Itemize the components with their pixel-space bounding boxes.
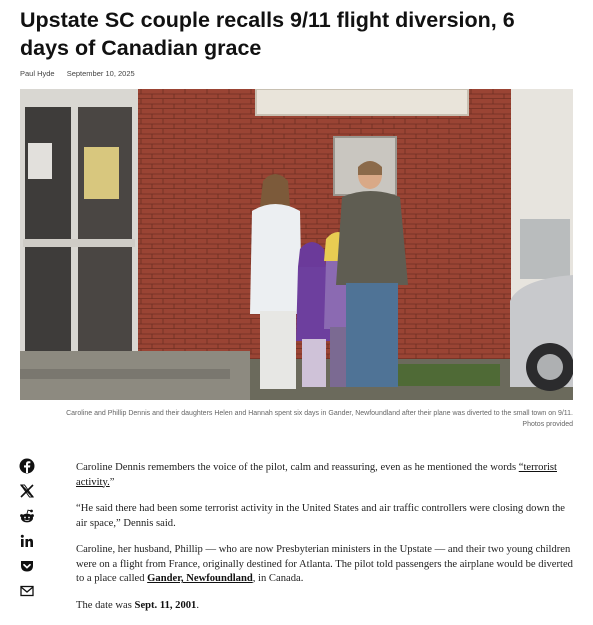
facebook-icon[interactable] bbox=[19, 458, 35, 474]
email-icon[interactable] bbox=[19, 583, 35, 599]
gander-newfoundland-link-text: Gander, Newfoundland bbox=[147, 573, 253, 584]
paragraph-3-end: , in Canada. bbox=[252, 573, 304, 584]
paragraph-4 bbox=[76, 599, 573, 614]
paragraph-4-text: The date was bbox=[76, 599, 135, 611]
date-highlight: Sept. 11, 2001 bbox=[134, 599, 197, 611]
terrorist-activity-link[interactable]: “terrorist activity. bbox=[76, 462, 557, 488]
headline-line-2: days of Canadian grace bbox=[20, 36, 262, 60]
publish-date: September 10, 2025 bbox=[66, 69, 135, 78]
paragraph-1-text: Caroline Dennis remembers the voice of the pilot, calm and reassuring, even as he mentioned the words bbox=[76, 462, 519, 473]
headline-line-1: Upstate SC couple recalls 9/11 flight diversion, 6 bbox=[20, 8, 515, 32]
x-icon[interactable] bbox=[19, 483, 35, 499]
gander-newfoundland-link[interactable] bbox=[147, 573, 253, 584]
article-body bbox=[76, 461, 573, 625]
headline bbox=[20, 6, 580, 62]
photo-credit: Photos provided bbox=[522, 421, 573, 428]
paragraph-1 bbox=[76, 461, 573, 490]
linkedin-icon[interactable] bbox=[19, 533, 35, 549]
paragraph-2: “He said there had been some terrorist activity in the United States and air traffic controllers were closing down the air space,” Dennis said. bbox=[76, 503, 566, 529]
article-photo bbox=[20, 89, 573, 400]
reddit-icon[interactable] bbox=[19, 508, 35, 524]
pocket-icon[interactable] bbox=[19, 558, 35, 574]
photo-caption bbox=[20, 408, 573, 430]
paragraph-4-end: . bbox=[196, 599, 200, 611]
author-name[interactable]: Paul Hyde bbox=[20, 69, 55, 78]
share-bar bbox=[19, 458, 37, 608]
paragraph-3-text: Caroline, her husband, Phillip — who are now Presbyterian ministers in the Upstate — and their two young children were on a flight from France, originally destined for Atlanta. The pilot told passengers the airplane would be diverted to a place called bbox=[76, 544, 573, 584]
paragraph-3 bbox=[76, 543, 573, 587]
caption-text: Caroline and Phillip Dennis and their daughters Helen and Hannah spent six days in Gander, Newfoundland after their plane was diverted to the small town on 9/11. bbox=[66, 410, 573, 417]
paragraph-1-end: ” bbox=[109, 476, 115, 488]
byline bbox=[20, 69, 135, 78]
